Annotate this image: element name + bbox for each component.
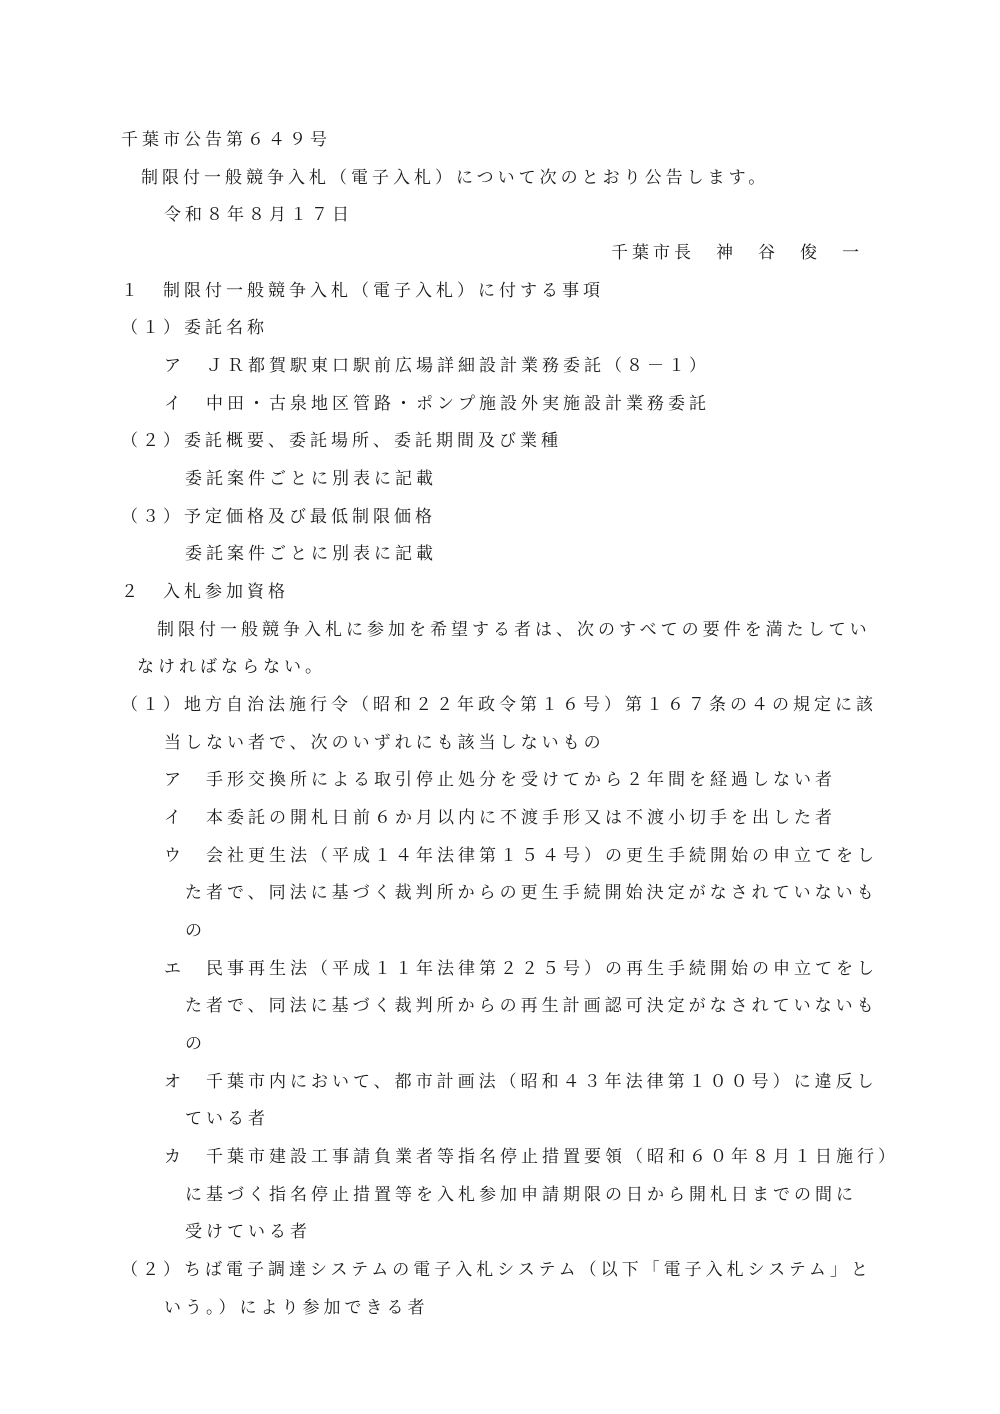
item-2-1-d-line-1: エ 民事再生法（平成１１年法律第２２５号）の再生手続開始の申立てをし [164,959,878,979]
item-2-1-line-1: （１）地方自治法施行令（昭和２２年政令第１６号）第１６７条の４の規定に該 [121,695,877,715]
section-2-para-line-1: 制限付一般競争入札に参加を希望する者は、次のすべての要件を満たしてい [157,620,871,640]
item-2-1-c-line-2: た者で、同法に基づく裁判所からの更生手続開始決定がなされていないも [185,883,878,903]
item-2-1-line-2: 当しない者で、次のいずれにも該当しないもの [164,733,605,753]
item-2-2-line-2: いう。）により参加できる者 [164,1298,429,1318]
item-2-1-b: イ 本委託の開札日前６か月以内に不渡手形又は不渡小切手を出した者 [164,808,836,828]
contract-name-a: ア ＪＲ都賀駅東口駅前広場詳細設計業務委託（８－１） [164,356,710,376]
item-2-1-c-line-3: の [185,921,206,941]
item-2-1-e-line-2: ている者 [185,1109,269,1129]
item-1-1-heading: （１）委託名称 [121,318,268,338]
item-2-1-a: ア 手形交換所による取引停止処分を受けてから２年間を経過しない者 [164,770,836,790]
item-2-1-f-line-1: カ 千葉市建設工事請負業者等指名停止措置要領（昭和６０年８月１日施行） [164,1147,899,1167]
item-2-1-f-line-2: に基づく指名停止措置等を入札参加申請期限の日から開札日までの間に [185,1185,857,1205]
item-2-1-d-line-2: た者で、同法に基づく裁判所からの再生計画認可決定がなされていないも [185,996,878,1016]
item-1-2-body: 委託案件ごとに別表に記載 [185,469,437,489]
item-1-3-heading: （３）予定価格及び最低制限価格 [121,507,436,527]
signer: 千葉市長 神 谷 俊 一 [611,243,863,263]
section-2-heading: ２ 入札参加資格 [121,582,289,602]
notice-date: 令和８年８月１７日 [164,205,353,225]
item-1-3-body: 委託案件ごとに別表に記載 [185,544,437,564]
item-2-1-d-line-3: の [185,1034,206,1054]
intro-text: 制限付一般競争入札（電子入札）について次のとおり公告します。 [141,168,770,188]
notice-number: 千葉市公告第６４９号 [121,130,331,150]
item-2-1-e-line-1: オ 千葉市内において、都市計画法（昭和４３年法律第１００号）に違反し [164,1072,878,1092]
item-2-2-line-1: （２）ちば電子調達システムの電子入札システム（以下「電子入札システム」と [121,1260,872,1280]
section-2-para-line-2: なければならない。 [137,657,326,677]
contract-name-b: イ 中田・古泉地区管路・ポンプ施設外実施設計業務委託 [164,394,710,414]
item-1-2-heading: （２）委託概要、委託場所、委託期間及び業種 [121,431,562,451]
section-1-heading: １ 制限付一般競争入札（電子入札）に付する事項 [121,281,604,301]
item-2-1-f-line-3: 受けている者 [185,1222,311,1242]
item-2-1-c-line-1: ウ 会社更生法（平成１４年法律第１５４号）の更生手続開始の申立てをし [164,846,878,866]
